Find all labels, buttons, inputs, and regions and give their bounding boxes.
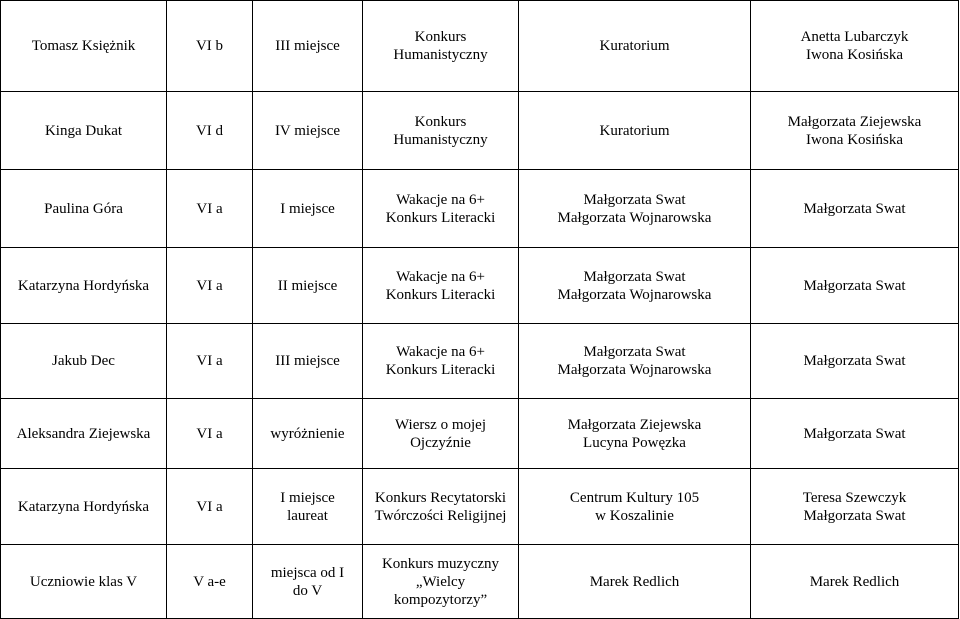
place-cell-line: IV miejsce: [274, 122, 341, 139]
organizer-cell-line: Lucyna Powęzka: [583, 434, 686, 451]
place-cell-line: I miejsce: [280, 200, 335, 217]
teacher-cell-line: Anetta Lubarczyk: [800, 29, 909, 45]
place-cell-line: III miejsce: [275, 38, 340, 54]
class-cell: V a-e: [167, 545, 253, 619]
teacher-cell-line: Małgorzata Swat: [803, 353, 906, 369]
contest-cell: [363, 324, 519, 399]
organizer-cell-line: Kuratorium: [599, 122, 670, 139]
contest-cell: [363, 545, 519, 619]
teacher-cell-line: Iwona Kosińska: [805, 47, 904, 63]
place-cell-line: wyróżnienie: [270, 425, 345, 442]
teacher-cell: [751, 248, 959, 324]
contest-cell: [363, 248, 519, 324]
contest-cell-line: Konkurs Humanistyczny: [393, 29, 488, 63]
student-name-cell: Kinga Dukat: [1, 92, 167, 170]
organizer-cell: [519, 92, 751, 170]
contest-cell: [363, 170, 519, 248]
organizer-cell-line: Centrum Kultury 105: [569, 489, 700, 506]
place-cell: [253, 469, 363, 545]
place-cell: [253, 324, 363, 399]
place-cell-line: laureat: [287, 507, 328, 524]
contest-cell-line: Wiersz o mojej Ojczyźnie: [394, 416, 487, 451]
organizer-cell-line: Małgorzata Swat: [583, 268, 686, 285]
place-cell-line: I miejsce: [280, 489, 335, 506]
teacher-cell-line: Marek Redlich: [809, 573, 900, 590]
table-row: [1, 324, 959, 399]
organizer-cell-line: w Koszalinie: [595, 507, 674, 524]
contest-cell-line: Konkurs Humanistyczny: [393, 113, 488, 148]
contest-cell: [363, 399, 519, 469]
teacher-cell-line: Małgorzata Ziejewska: [787, 113, 922, 130]
place-cell: [253, 248, 363, 324]
organizer-cell: [519, 1, 751, 92]
place-cell-line: miejsca od I: [270, 564, 345, 581]
organizer-cell: [519, 248, 751, 324]
table-row: [1, 1, 959, 92]
teacher-cell-line: Iwona Kosińska: [805, 131, 904, 148]
place-cell-line: do V: [292, 582, 323, 599]
contest-cell-line: Twórczości Religijnej: [374, 507, 507, 524]
contest-cell-line: Konkurs muzyczny „Wielcy: [381, 555, 500, 590]
teacher-cell-line: Małgorzata Swat: [803, 277, 906, 294]
place-cell: [253, 399, 363, 469]
organizer-cell: [519, 399, 751, 469]
organizer-cell: [519, 469, 751, 545]
student-name-cell: Katarzyna Hordyńska: [1, 469, 167, 545]
class-cell: VI a: [167, 170, 253, 248]
organizer-cell: [519, 170, 751, 248]
place-cell: [253, 1, 363, 92]
student-name-cell: Jakub Dec: [1, 324, 167, 399]
contest-cell-line: Konkurs Literacki: [385, 286, 496, 303]
teacher-cell-line: Małgorzata Swat: [803, 200, 906, 217]
organizer-cell-line: Małgorzata Swat: [583, 191, 686, 208]
place-cell: [253, 170, 363, 248]
teacher-cell-line: Małgorzata Swat: [803, 425, 906, 442]
class-cell: VI a: [167, 399, 253, 469]
contest-cell-line: Konkurs Literacki: [385, 362, 496, 378]
contest-cell-line: Konkurs Recytatorski: [374, 489, 507, 506]
place-cell: [253, 92, 363, 170]
organizer-cell-line: Małgorzata Wojnarowska: [557, 362, 712, 378]
table-row: [1, 170, 959, 248]
teacher-cell: [751, 92, 959, 170]
teacher-cell-line: Małgorzata Swat: [803, 507, 906, 524]
teacher-cell: [751, 170, 959, 248]
table-row: [1, 399, 959, 469]
teacher-cell: [751, 545, 959, 619]
teacher-cell-line: Teresa Szewczyk: [802, 489, 907, 506]
student-name-cell: Katarzyna Hordyńska: [1, 248, 167, 324]
contest-cell-line: Wakacje na 6+: [396, 344, 485, 360]
table-row: [1, 92, 959, 170]
contest-cell-line: Konkurs Literacki: [385, 209, 496, 226]
place-cell-line: III miejsce: [275, 353, 340, 369]
organizer-cell-line: Małgorzata Ziejewska: [567, 416, 702, 433]
organizer-cell: [519, 545, 751, 619]
student-name-cell: Aleksandra Ziejewska: [1, 399, 167, 469]
place-cell-line: II miejsce: [277, 277, 338, 294]
table-row: [1, 469, 959, 545]
class-cell: VI d: [167, 92, 253, 170]
awards-table-body: [1, 1, 959, 619]
organizer-cell: [519, 324, 751, 399]
organizer-cell-line: Marek Redlich: [589, 573, 680, 590]
contest-cell: [363, 469, 519, 545]
teacher-cell: [751, 469, 959, 545]
teacher-cell: [751, 1, 959, 92]
class-cell: VI b: [167, 1, 253, 92]
organizer-cell-line: Małgorzata Wojnarowska: [557, 286, 712, 303]
student-name-cell: Paulina Góra: [1, 170, 167, 248]
teacher-cell: [751, 324, 959, 399]
organizer-cell-line: Małgorzata Wojnarowska: [557, 209, 712, 226]
class-cell: VI a: [167, 324, 253, 399]
class-cell: VI a: [167, 248, 253, 324]
place-cell: [253, 545, 363, 619]
contest-cell-line: kompozytorzy”: [393, 591, 488, 608]
contest-cell-line: Wakacje na 6+: [396, 191, 485, 208]
table-row: [1, 248, 959, 324]
table-row: [1, 545, 959, 619]
class-cell: VI a: [167, 469, 253, 545]
contest-cell-line: Wakacje na 6+: [396, 268, 485, 285]
student-name-cell: Tomasz Księżnik: [1, 1, 167, 92]
contest-cell: [363, 92, 519, 170]
contest-cell: [363, 1, 519, 92]
organizer-cell-line: Kuratorium: [599, 38, 670, 54]
organizer-cell-line: Małgorzata Swat: [583, 344, 686, 360]
student-name-cell: Uczniowie klas V: [1, 545, 167, 619]
teacher-cell: [751, 399, 959, 469]
